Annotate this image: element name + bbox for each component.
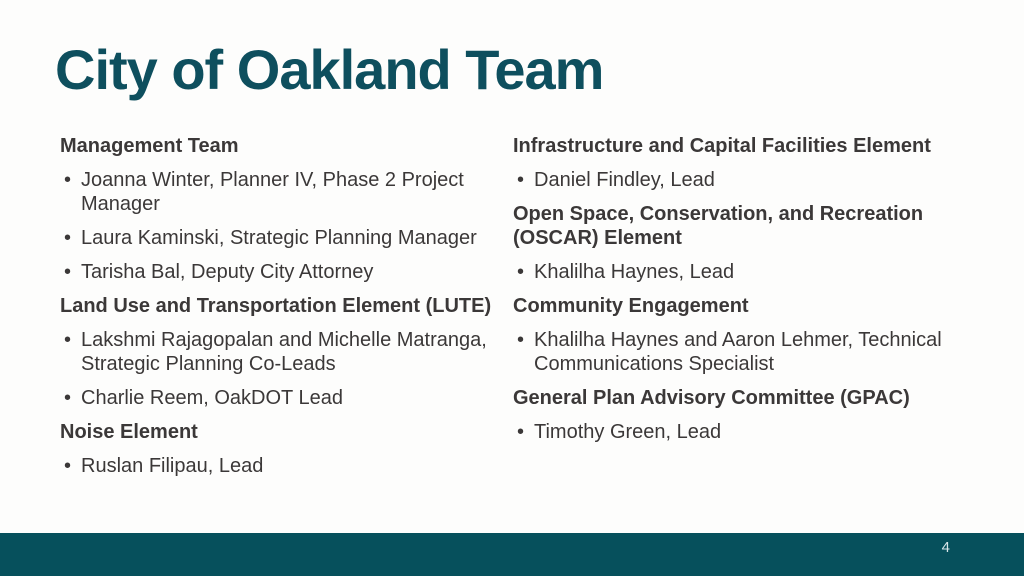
- bullet-item: [60, 386, 515, 410]
- section-heading: Open Space, Conservation, and Recreation (OSCAR) Element: [513, 203, 924, 249]
- page-number: 4: [941, 539, 950, 556]
- bullet-marker-icon: •: [517, 421, 525, 443]
- bullet-item: [60, 454, 515, 478]
- bullet-marker-icon: •: [64, 227, 72, 249]
- bullet-item: [60, 328, 515, 376]
- bullet-text: Daniel Findley, Lead: [534, 169, 715, 191]
- section-heading: Community Engagement: [513, 295, 749, 317]
- bullet-item: [60, 168, 515, 216]
- bullet-item: [60, 260, 515, 284]
- bullet-item: [60, 226, 515, 250]
- section-heading: Noise Element: [60, 421, 198, 443]
- bullet-marker-icon: •: [64, 387, 72, 409]
- bullet-marker-icon: •: [64, 455, 72, 477]
- bullet-item: [513, 260, 984, 284]
- bullet-text: Khalilha Haynes and Aaron Lehmer, Technical Communications Specialist: [534, 329, 942, 375]
- bullet-marker-icon: •: [517, 329, 525, 351]
- bullet-item: [513, 168, 984, 192]
- bullet-text: Joanna Winter, Planner IV, Phase 2 Project Manager: [81, 169, 464, 215]
- section-heading: Land Use and Transportation Element (LUTE): [60, 295, 492, 317]
- section-heading: Infrastructure and Capital Facilities Element: [513, 135, 931, 157]
- bullet-text: Laura Kaminski, Strategic Planning Manager: [81, 227, 477, 249]
- bullet-text: Charlie Reem, OakDOT Lead: [81, 387, 343, 409]
- bullet-marker-icon: •: [64, 169, 72, 191]
- bullet-marker-icon: •: [517, 261, 525, 283]
- bullet-item: [513, 328, 984, 376]
- page-title: City of Oakland Team: [55, 38, 604, 101]
- bullet-item: [513, 420, 984, 444]
- bullet-text: Ruslan Filipau, Lead: [81, 455, 264, 477]
- team-column-left: [60, 134, 515, 488]
- section-heading: General Plan Advisory Committee (GPAC): [513, 387, 910, 409]
- team-column-right: [513, 134, 984, 454]
- bullet-marker-icon: •: [64, 329, 72, 351]
- bullet-text: Lakshmi Rajagopalan and Michelle Matranga, Strategic Planning Co-Leads: [81, 329, 487, 375]
- footer-bar: [0, 533, 1024, 576]
- bullet-text: Khalilha Haynes, Lead: [534, 261, 735, 283]
- bullet-text: Tarisha Bal, Deputy City Attorney: [81, 261, 374, 283]
- bullet-text: Timothy Green, Lead: [534, 421, 722, 443]
- bullet-marker-icon: •: [517, 169, 525, 191]
- section-heading: Management Team: [60, 135, 239, 157]
- bullet-marker-icon: •: [64, 261, 72, 283]
